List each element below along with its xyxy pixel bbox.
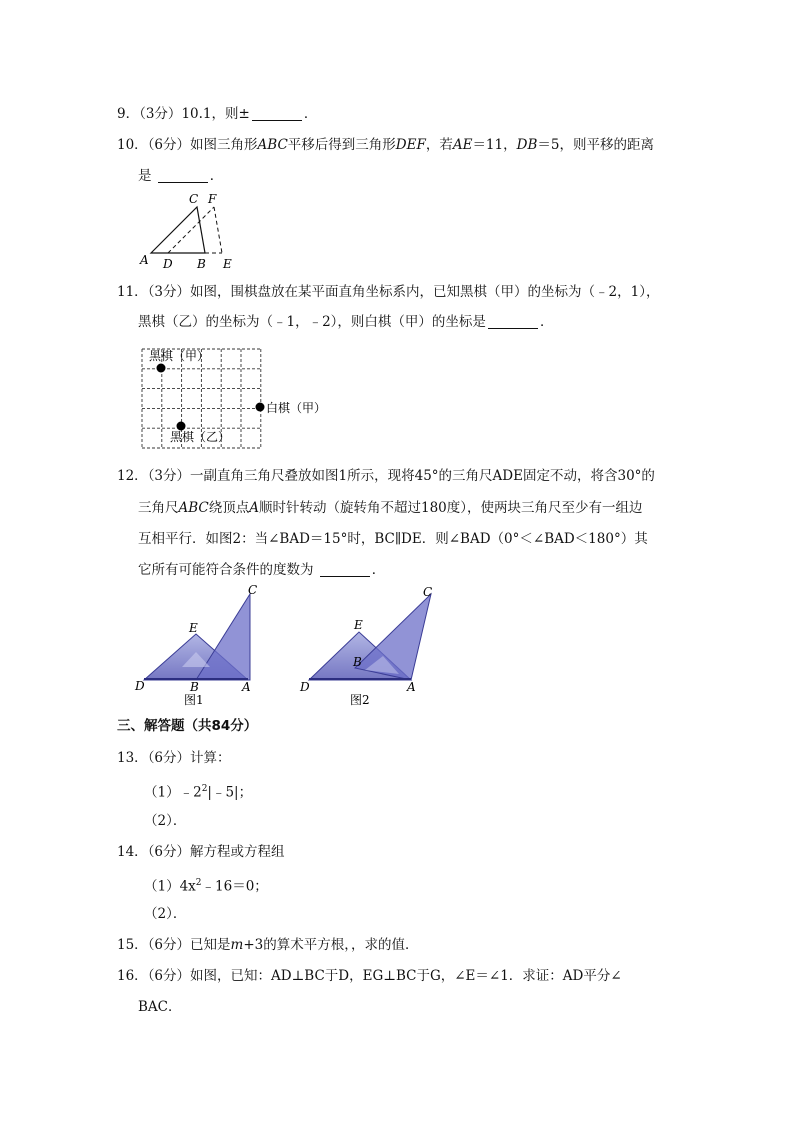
fig1-label-E: E [189,621,198,635]
question-13 [117,749,231,767]
q11-number: 11． [117,284,148,300]
q10-score: （6分） [147,137,191,153]
question-13-part-2: （2）． [144,813,187,829]
q15-score: （6分） [147,937,191,953]
question-10 [117,136,654,154]
translation-triangle-figure [135,190,245,270]
question-10-line2 [138,167,223,185]
set-square-figure-2 [295,582,445,710]
q12-text: 绕顶点 [208,500,250,516]
label-F: F [208,192,217,206]
q14-text: 解方程或方程组 [190,844,285,860]
fig2-label-B: B [353,655,362,669]
fig2-caption: 图2 [350,693,370,707]
set-square-30 [355,594,431,680]
question-12-line4 [138,561,385,579]
q10-text: ＝11， [472,137,517,153]
fig2-label-D: D [300,680,310,694]
q9-text: 10.1，则± [181,106,250,122]
q12-answer-blank [320,562,370,577]
q12-text: 顺时针转动（旋转角不超过180度），使两块三角尺至少有一组边 [259,500,643,516]
question-12 [117,467,655,485]
triangle-def-side-fe [214,207,222,253]
q12-score: （3分） [147,468,191,484]
q11-answer-blank [488,314,538,329]
q15-number: 15． [117,937,148,953]
q16-number: 16． [117,968,148,984]
q11-score: （3分） [147,284,191,300]
q11-text: 如图，围棋盘放在某平面直角坐标系内，已知黑棋（甲）的坐标为（﹣2，1）， [190,284,660,300]
q9-number: 9． [117,106,140,122]
set-square-30 [196,594,250,680]
triangle-abc [151,207,205,253]
fig1-label-B: B [190,680,199,694]
go-board-figure [140,345,340,450]
q14-number: 14． [117,844,148,860]
q15-text: +3的算术平方根，，求的值． [243,937,419,953]
label-B: B [197,257,206,270]
label-black-stone-a: 黑棋（甲） [149,349,210,363]
q10-end: ． [209,168,224,184]
question-14-part-1 [144,874,268,896]
q15-m: m [230,937,244,953]
q11-line2: 黑棋（乙）的坐标为（﹣1，﹣2），则白棋（甲）的坐标是 [138,314,486,330]
fig1-label-C: C [248,583,258,597]
fig1-caption: 图1 [184,693,204,707]
question-14 [117,843,285,861]
q10-abc: ABC [257,137,288,153]
q14-sub1b: ﹣16＝0； [201,878,268,895]
q12-end: ． [371,562,386,578]
q16-line1: 如图，已知：AD⊥BC于D，EG⊥BC于G，∠E＝∠1．求证：AD平分∠ [190,968,622,984]
q10-ae: AE [452,137,473,153]
q12-abc: ABC [178,500,209,516]
fig2-label-C: C [423,585,433,599]
question-9 [117,105,317,123]
q10-number: 10． [117,137,148,153]
question-12-line3 [138,530,648,548]
black-stone-a [157,364,166,373]
label-white-stone-a: 白棋（甲） [266,401,327,415]
q10-def: DEF [395,137,426,153]
q13-sup: 2 [201,784,208,794]
white-stone-a [256,403,265,412]
q10-line2: 是 [138,168,152,184]
q10-text: ＝5，则平移的距离 [537,137,654,153]
question-16-line2: BAC． [138,999,182,1015]
q14-sup: 2 [195,878,202,888]
q12-line3: 互相平行．如图2：当∠BAD＝15°时，BC∥DE．则∠BAD（0°＜∠BAD＜180°）其 [138,531,648,547]
q9-answer-blank [252,106,302,121]
q9-end: ． [303,106,318,122]
question-11 [117,283,659,301]
q12-a: A [249,500,259,516]
fig2-label-E: E [354,618,363,632]
q12-line1: 一副直角三角尺叠放如图1所示，现将45°的三角尺ADE固定不动，将含30°的 [190,468,655,484]
q13-score: （6分） [147,750,191,766]
q13-number: 13． [117,750,148,766]
q15-text: 已知是 [190,937,231,953]
label-E: E [223,257,232,270]
set-square-figure-1 [132,582,267,710]
q10-text: 如图三角形 [190,137,258,153]
label-A: A [140,253,149,267]
question-11-line2 [138,313,553,331]
q12-text: 三角尺 [138,500,179,516]
q11-end: ． [539,314,554,330]
label-black-stone-b: 黑棋（乙） [170,430,231,444]
label-D: D [163,257,173,270]
fig1-label-A: A [242,680,251,694]
fig1-label-D: D [135,679,145,693]
question-15 [117,936,419,954]
section-3-heading: 三、解答题（共84分） [117,718,258,734]
q10-text: ，若 [425,137,453,153]
q9-score: （3分） [139,106,182,122]
label-C: C [189,192,199,206]
q12-number: 12． [117,468,148,484]
q12-line4: 它所有可能符合条件的度数为 [138,562,314,578]
q14-score: （6分） [147,844,191,860]
q10-db: DB [516,137,538,153]
q13-sub1b: |﹣5|； [207,784,253,801]
question-14-part-2: （2）． [144,906,187,922]
question-12-line2 [138,499,643,517]
question-13-part-1 [144,780,252,802]
q10-text: 平移后得到三角形 [287,137,396,153]
q13-text: 计算： [190,750,231,766]
q16-score: （6分） [147,968,191,984]
q13-sub1: （1）﹣2 [144,784,202,801]
question-16 [117,967,622,985]
q10-answer-blank [158,168,208,183]
q14-sub1a: （1）4x [144,878,196,895]
triangle-def-side-df [168,207,214,253]
fig2-label-A: A [407,680,416,694]
